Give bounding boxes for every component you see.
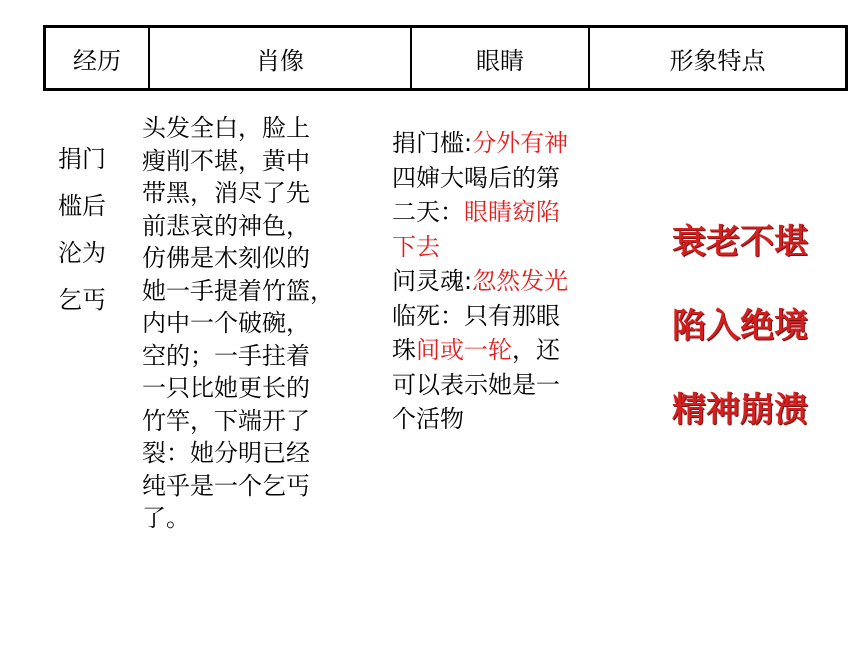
- eyes-text: 二天：: [392, 198, 464, 226]
- portrait-line: 带黑，消尽了先: [142, 179, 310, 207]
- eyes-line: [392, 195, 607, 230]
- eyes-text: 珠: [392, 336, 416, 364]
- header-portrait: 肖像: [149, 27, 411, 90]
- eyes-line: [392, 126, 607, 161]
- experience-line: 沦为: [58, 239, 106, 267]
- traits-cell: [640, 200, 840, 452]
- portrait-line: 裂：她分明已经: [142, 439, 310, 467]
- eyes-highlight: 眼睛窈陷: [464, 198, 560, 226]
- header-row: [45, 27, 847, 90]
- portrait-line: 内中一个破碗，: [142, 309, 310, 337]
- portrait-line: 纯乎是一个乞丐: [142, 471, 310, 500]
- eyes-highlight: 下去: [392, 232, 440, 261]
- portrait-line: 她一手提着竹篮，: [142, 276, 334, 305]
- portrait-line: 前悲哀的神色，: [142, 211, 310, 240]
- eyes-cell: [392, 126, 607, 437]
- experience-line: 槛后: [58, 192, 106, 220]
- portrait-line: 仿佛是木刻似的: [142, 244, 310, 272]
- trait-item: 精神崩溃: [672, 390, 808, 430]
- portrait-line: 头发全白，脸上: [142, 114, 310, 142]
- header-experience: 经历: [45, 27, 150, 90]
- portrait-line: 一只比她更长的: [142, 374, 310, 402]
- portrait-cell: [142, 112, 367, 535]
- experience-line: 乞丐: [58, 286, 106, 314]
- header-eyes: 眼睛: [411, 27, 589, 90]
- eyes-highlight: 分外有神: [472, 129, 569, 157]
- trait-item: 陷入绝境: [672, 306, 808, 346]
- header-traits: 形象特点: [589, 27, 847, 90]
- portrait-line: 竹竿，下端开了: [142, 406, 310, 435]
- eyes-line: 四婶大喝后的第: [392, 163, 560, 192]
- eyes-line: 个活物: [392, 405, 464, 433]
- portrait-line: 瘦削不堪，黄中: [142, 146, 310, 175]
- portrait-line: 了。: [142, 504, 190, 532]
- experience-line: 捐门: [58, 145, 106, 173]
- eyes-line: 临死：只有那眼: [392, 301, 560, 330]
- eyes-highlight: 间或一轮: [416, 336, 512, 364]
- eyes-highlight: 忽然发光: [472, 267, 569, 295]
- eyes-line: 可以表示她是一: [392, 370, 560, 399]
- eyes-line: [392, 264, 607, 299]
- eyes-line: [392, 333, 607, 368]
- portrait-line: 空的；一手拄着: [142, 341, 310, 370]
- experience-cell: [58, 136, 122, 324]
- eyes-text: 问灵魂:: [392, 267, 473, 295]
- eyes-text: 捐门槛:: [392, 129, 473, 157]
- eyes-text: ，还: [512, 336, 560, 364]
- trait-item: 衰老不堪: [672, 222, 808, 262]
- header-table: [43, 25, 848, 91]
